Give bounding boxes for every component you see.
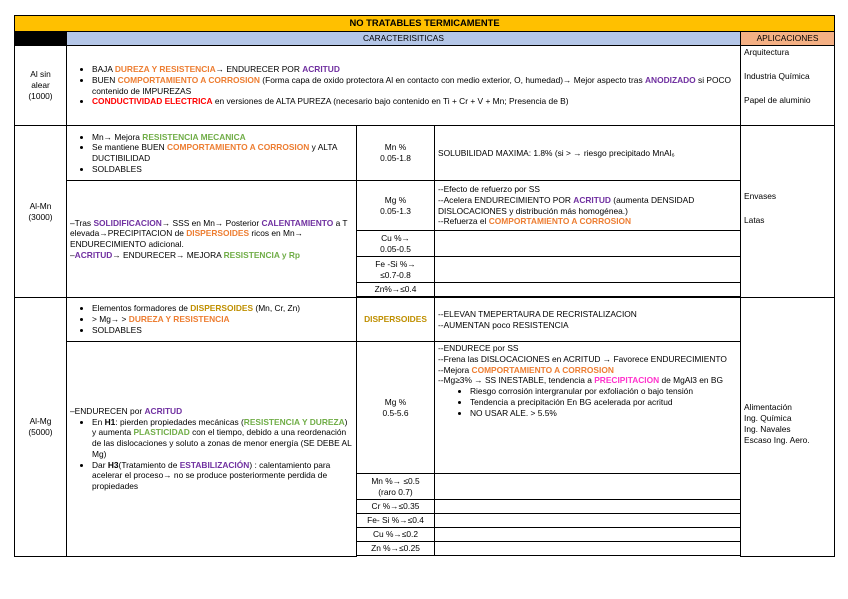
- alloy-name-3000: Al-Mn (3000): [15, 126, 67, 298]
- header-caracteristicas: CARACTERISITICAS: [67, 32, 741, 46]
- mg-desc-3000: --Efecto de refuerzo por SS --Acelera ENDURECIMIENTO POR ACRITUD (aumenta DENSIDAD DISLOCACIONES y distribución más homogénea.) --Refuerza el COMPORTAMIENTO A CORROSION: [435, 181, 741, 231]
- list-item: • Elementos formadores de DISPERSOIDES (Mn, Cr, Zn): [92, 303, 353, 314]
- cr-cell-5000: Cr %→≤0.35: [357, 500, 435, 514]
- spacer: [357, 556, 435, 557]
- table-title: NO TRATABLES TERMICAMENTE: [15, 16, 835, 32]
- characteristics-5000: [67, 298, 357, 342]
- mn-desc-3000: SOLUBILIDAD MAXIMA: 1.8% (si > → riesgo precipitado MnAl₆: [435, 126, 741, 181]
- list-item: • SOLDABLES: [92, 325, 353, 336]
- alloy-name-5000: Al-Mg (5000): [15, 298, 67, 557]
- empty-cell: [435, 528, 741, 542]
- characteristics-1000: [67, 46, 741, 126]
- alloy-name-1000: Al sin alear (1000): [15, 46, 67, 126]
- fesi-cell-5000: Fe- Si %→≤0.4: [357, 514, 435, 528]
- aluminum-alloys-table: [14, 15, 835, 557]
- list-item: • Riesgo corrosión intergranular por exfoliación o bajo tensión: [470, 386, 737, 397]
- materials-table-page: [14, 15, 834, 557]
- empty-cell: [435, 542, 741, 556]
- list-item: • > Mg→ > DUREZA Y RESISTENCIA: [92, 314, 353, 325]
- applications-3000: Envases Latas: [741, 126, 835, 298]
- applications-1000: Arquitectura Industria Química Papel de aluminio: [741, 46, 835, 126]
- empty-cell: [435, 257, 741, 283]
- mg-desc-5000: --ENDURECE por SS --Frena las DISLOCACIONES en ACRITUD → Favorece ENDURECIMIENTO --Mejora COMPORTAMIENTO A CORROSION --Mg≥3% → SS INESTABLE, tendencia a PRECIPITACION de MgAl3 en BG • Riesgo corrosión intergranular por exfoliación o bajo tensión • Tendencia a precipitación En BG acelerada por acritud • NO USAR ALE. > 5.5%: [435, 342, 741, 474]
- list-item: • SOLDABLES: [92, 164, 353, 175]
- list-item: • Mn→ Mejora RESISTENCIA MECANICA: [92, 132, 353, 143]
- empty-cell: [435, 500, 741, 514]
- mg-cell-5000: Mg % 0.5-5.6: [357, 342, 435, 474]
- list-item: • CONDUCTIVIDAD ELECTRICA en versiones de ALTA PUREZA (necesario bajo contenido en Ti + Cr + V + Mn; Presencia de B): [92, 96, 737, 107]
- mn-cell-5000: Mn %→ ≤0.5 (raro 0.7): [357, 474, 435, 500]
- applications-5000: Alimentación Ing. Química Ing. Navales Escaso Ing. Aero.: [741, 298, 835, 557]
- empty-cell: [435, 231, 741, 257]
- mn-cell-3000: Mn % 0.05-1.8: [357, 126, 435, 181]
- list-item: • BAJA DUREZA Y RESISTENCIA→ ENDURECER POR ACRITUD: [92, 64, 737, 75]
- zn-cell-3000: Zn%→≤0.4: [357, 283, 435, 297]
- spacer: [435, 556, 741, 557]
- empty-cell: [435, 283, 741, 297]
- process-desc-5000: –ENDURECEN por ACRITUD • En H1: pierden propiedades mecánicas (RESISTENCIA Y DUREZA) y aumenta PLASTICIDAD con el tiempo, debido a una reordenación de las dislocaciones y soluto a zonas de menor energía (SE DEBE AL Mg) • Dar H3(Tratamiento de ESTABILIZACIÓN) : calentamiento para acelerar el proceso→ no se produce posteriormente perdida de propiedades: [67, 342, 357, 557]
- list-item: • Se mantiene BUEN COMPORTAMIENTO A CORROSION y ALTA DUCTIBILIDAD: [92, 142, 353, 164]
- process-desc-3000: –Tras SOLIDIFICACION→ SSS en Mn→ Posterior CALENTAMIENTO a T elevada→PRECIPITACION de DISPERSOIDES ricos en Mn→ ENDURECIMIENTO adicional. –ACRITUD→ ENDURECER→ MEJORA RESISTENCIA y Rp: [67, 181, 357, 298]
- dispersoides-desc: --ELEVAN TMEPERTAURA DE RECRISTALIZACION --AUMENTAN poco RESISTENCIA: [435, 298, 741, 342]
- dispersoides-label: DISPERSOIDES: [357, 298, 435, 342]
- header-aplicaciones: APLICACIONES: [741, 32, 835, 46]
- cu-cell-3000: Cu %→ 0.05-0.5: [357, 231, 435, 257]
- header-blank: [15, 32, 67, 46]
- empty-cell: [435, 514, 741, 528]
- fesi-cell-3000: Fe -Si %→ ≤0.7-0.8: [357, 257, 435, 283]
- list-item: • NO USAR ALE. > 5.5%: [470, 408, 737, 419]
- empty-cell: [435, 474, 741, 500]
- list-item: • Dar H3(Tratamiento de ESTABILIZACIÓN) : calentamiento para acelerar el proceso→ no se produce posteriormente perdida de propiedades: [92, 460, 353, 492]
- list-item: • En H1: pierden propiedades mecánicas (RESISTENCIA Y DUREZA) y aumenta PLASTICIDAD con el tiempo, debido a una reordenación de las dislocaciones y soluto a zonas de menor energía (SE DEBE AL Mg): [92, 417, 353, 460]
- list-item: • Tendencia a precipitación En BG acelerada por acritud: [470, 397, 737, 408]
- characteristics-3000: [67, 126, 357, 181]
- list-item: • BUEN COMPORTAMIENTO A CORROSION (Forma capa de oxido protectora Al en contacto con medio exterior, O, humedad)→ Mejor aspecto tras ANODIZADO si POCO contenido de IMPUREZAS: [92, 75, 737, 97]
- mg-cell-3000: Mg % 0.05-1.3: [357, 181, 435, 231]
- zn-cell-5000: Zn %→≤0.25: [357, 542, 435, 556]
- cu-cell-5000: Cu %→≤0.2: [357, 528, 435, 542]
